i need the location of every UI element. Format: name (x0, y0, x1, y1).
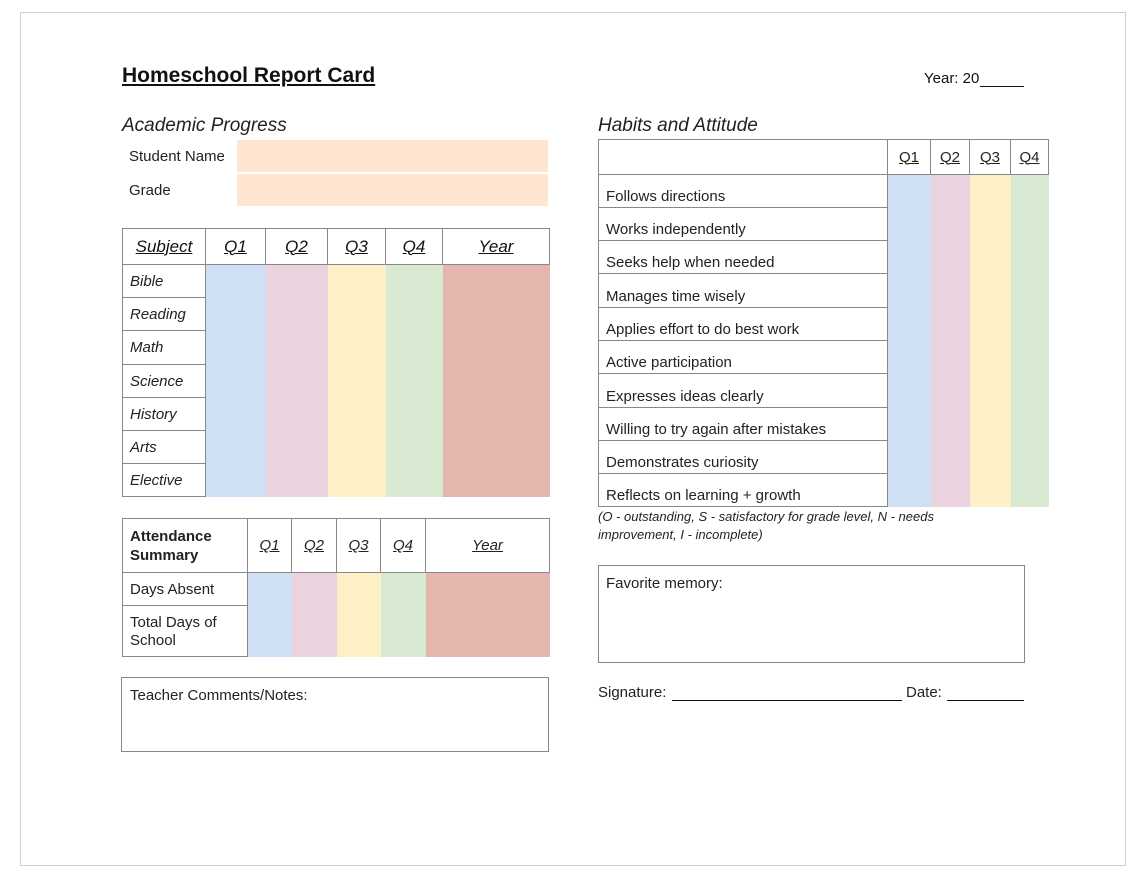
habit-label: Manages time wisely (599, 274, 888, 308)
habit-cell-q3[interactable] (970, 175, 1011, 208)
days-absent-label: Days Absent (123, 573, 248, 606)
grade-cell-q3[interactable] (328, 298, 386, 331)
att-cell-q1[interactable] (248, 573, 292, 606)
col-q3-header: Q3 (328, 229, 386, 265)
habit-cell-q2[interactable] (931, 241, 970, 274)
att-cell-year[interactable] (426, 573, 550, 606)
grade-cell-q4[interactable] (386, 331, 443, 365)
grade-cell-q1[interactable] (206, 365, 266, 398)
student-name-label: Student Name (129, 148, 225, 165)
subject-label: Math (123, 331, 206, 365)
att-cell-q3[interactable] (337, 606, 381, 657)
habit-cell-q3[interactable] (970, 408, 1011, 441)
year-blank-line (980, 86, 1024, 87)
grade-cell-year[interactable] (443, 464, 550, 497)
habit-cell-q1[interactable] (888, 408, 931, 441)
col-subject-header: Subject (123, 229, 206, 265)
habit-label: Active participation (599, 341, 888, 374)
att-cell-q1[interactable] (248, 606, 292, 657)
table-row (599, 274, 1049, 308)
grade-cell-q3[interactable] (328, 431, 386, 464)
grade-cell-q1[interactable] (206, 298, 266, 331)
habit-cell-q3[interactable] (970, 241, 1011, 274)
habit-label: Follows directions (599, 175, 888, 208)
habit-cell-q2[interactable] (931, 175, 970, 208)
habit-cell-q3[interactable] (970, 374, 1011, 408)
grade-cell-q2[interactable] (266, 431, 328, 464)
date-line[interactable] (947, 700, 1024, 701)
grade-cell-year[interactable] (443, 398, 550, 431)
grade-cell-q2[interactable] (266, 464, 328, 497)
habit-cell-q1[interactable] (888, 374, 931, 408)
subject-label: History (123, 398, 206, 431)
habit-cell-q4[interactable] (1011, 374, 1049, 408)
habit-cell-q2[interactable] (931, 308, 970, 341)
total-days-label: Total Days of School (123, 606, 248, 657)
teacher-comments-box[interactable] (121, 677, 549, 752)
habits-attitude-title: Habits and Attitude (598, 115, 758, 136)
habit-cell-q4[interactable] (1011, 274, 1049, 308)
habit-cell-q1[interactable] (888, 241, 931, 274)
table-row (123, 331, 550, 365)
academic-progress-title: Academic Progress (122, 115, 287, 136)
grade-cell-year[interactable] (443, 431, 550, 464)
habit-cell-q4[interactable] (1011, 308, 1049, 341)
grade-cell-q2[interactable] (266, 365, 328, 398)
table-row (599, 341, 1049, 374)
grade-cell-year[interactable] (443, 298, 550, 331)
habit-label: Reflects on learning + growth (599, 474, 888, 507)
habit-cell-q2[interactable] (931, 474, 970, 507)
habit-label: Expresses ideas clearly (599, 374, 888, 408)
hab-col-q3-header: Q3 (970, 140, 1011, 175)
grade-cell-q2[interactable] (266, 398, 328, 431)
att-col-year-header: Year (426, 519, 550, 573)
habit-cell-q1[interactable] (888, 441, 931, 474)
table-row (123, 606, 550, 657)
habit-label: Willing to try again after mistakes (599, 408, 888, 441)
att-cell-q4[interactable] (381, 573, 426, 606)
table-row (599, 441, 1049, 474)
student-name-field[interactable] (237, 140, 548, 172)
habit-cell-q1[interactable] (888, 474, 931, 507)
signature-line[interactable] (672, 700, 902, 701)
grade-cell-q1[interactable] (206, 398, 266, 431)
subject-label: Science (123, 365, 206, 398)
grade-cell-year[interactable] (443, 365, 550, 398)
habit-cell-q1[interactable] (888, 208, 931, 241)
grade-cell-q3[interactable] (328, 464, 386, 497)
grade-cell-q4[interactable] (386, 298, 443, 331)
subject-label: Bible (123, 265, 206, 298)
grade-cell-q2[interactable] (266, 298, 328, 331)
habit-cell-q4[interactable] (1011, 474, 1049, 507)
grade-cell-q4[interactable] (386, 431, 443, 464)
habit-label: Seeks help when needed (599, 241, 888, 274)
habit-cell-q3[interactable] (970, 274, 1011, 308)
hab-col-q4-header: Q4 (1011, 140, 1049, 175)
grade-cell-q2[interactable] (266, 331, 328, 365)
academic-header-row (123, 229, 550, 265)
habits-header-row (599, 140, 1049, 175)
table-row (123, 464, 550, 497)
table-row (599, 208, 1049, 241)
grade-cell-year[interactable] (443, 331, 550, 365)
table-row (599, 308, 1049, 341)
table-row (123, 265, 550, 298)
year-label: Year: 20 (924, 70, 980, 87)
grade-cell-q4[interactable] (386, 464, 443, 497)
subject-label: Arts (123, 431, 206, 464)
habit-cell-q4[interactable] (1011, 441, 1049, 474)
habit-cell-q1[interactable] (888, 308, 931, 341)
att-col-q1-header: Q1 (248, 519, 292, 573)
col-q4-header: Q4 (386, 229, 443, 265)
grade-cell-q1[interactable] (206, 464, 266, 497)
page-title: Homeschool Report Card (122, 64, 376, 87)
att-col-q3-header: Q3 (337, 519, 381, 573)
grade-cell-q1[interactable] (206, 331, 266, 365)
grade-cell-q4[interactable] (386, 398, 443, 431)
habit-cell-q2[interactable] (931, 208, 970, 241)
table-row (599, 175, 1049, 208)
col-q2-header: Q2 (266, 229, 328, 265)
habit-cell-q2[interactable] (931, 374, 970, 408)
grade-field[interactable] (237, 174, 548, 206)
grade-cell-q1[interactable] (206, 431, 266, 464)
table-row (123, 431, 550, 464)
habit-label: Applies effort to do best work (599, 308, 888, 341)
grade-cell-q3[interactable] (328, 331, 386, 365)
habit-cell-q3[interactable] (970, 474, 1011, 507)
grade-cell-q3[interactable] (328, 398, 386, 431)
att-col-q4-header: Q4 (381, 519, 426, 573)
table-row (123, 298, 550, 331)
table-row (123, 398, 550, 431)
grade-cell-q2[interactable] (266, 265, 328, 298)
table-row (599, 241, 1049, 274)
habit-cell-q3[interactable] (970, 208, 1011, 241)
hab-col-q2-header: Q2 (931, 140, 970, 175)
att-cell-year[interactable] (426, 606, 550, 657)
habit-cell-q4[interactable] (1011, 408, 1049, 441)
habit-cell-q2[interactable] (931, 441, 970, 474)
table-row (123, 573, 550, 606)
attendance-table (122, 518, 550, 657)
col-q1-header: Q1 (206, 229, 266, 265)
subject-label: Reading (123, 298, 206, 331)
subject-label: Elective (123, 464, 206, 497)
favorite-memory-label: Favorite memory: (606, 575, 723, 592)
habit-cell-q3[interactable] (970, 441, 1011, 474)
att-col-q2-header: Q2 (292, 519, 337, 573)
hab-col-q1-header: Q1 (888, 140, 931, 175)
grade-cell-q3[interactable] (328, 365, 386, 398)
teacher-comments-label: Teacher Comments/Notes: (130, 687, 308, 704)
habit-cell-q2[interactable] (931, 408, 970, 441)
att-cell-q4[interactable] (381, 606, 426, 657)
grading-legend: (O - outstanding, S - satisfactory for grade level, N - needs improvement, I - incomplete) (598, 509, 934, 542)
attendance-summary-header: Attendance Summary (123, 519, 248, 573)
grade-cell-year[interactable] (443, 265, 550, 298)
habits-table (598, 139, 1049, 507)
grade-cell-q4[interactable] (386, 365, 443, 398)
signature-label: Signature: (598, 684, 667, 701)
grade-cell-q1[interactable] (206, 265, 266, 298)
academic-table (122, 228, 550, 497)
att-cell-q2[interactable] (292, 606, 337, 657)
grade-label: Grade (129, 182, 171, 199)
table-row (123, 365, 550, 398)
date-label: Date: (906, 684, 942, 701)
attendance-header-row (123, 519, 550, 573)
table-row (599, 408, 1049, 441)
grade-cell-q4[interactable] (386, 265, 443, 298)
table-row (599, 374, 1049, 408)
habit-cell-q2[interactable] (931, 341, 970, 374)
habit-cell-q1[interactable] (888, 274, 931, 308)
habit-label: Demonstrates curiosity (599, 441, 888, 474)
col-year-header: Year (443, 229, 550, 265)
grade-cell-q3[interactable] (328, 265, 386, 298)
habit-cell-q4[interactable] (1011, 241, 1049, 274)
habit-cell-q3[interactable] (970, 308, 1011, 341)
habit-cell-q1[interactable] (888, 341, 931, 374)
habit-cell-q4[interactable] (1011, 175, 1049, 208)
habit-cell-q3[interactable] (970, 341, 1011, 374)
att-cell-q2[interactable] (292, 573, 337, 606)
habit-cell-q1[interactable] (888, 175, 931, 208)
att-cell-q3[interactable] (337, 573, 381, 606)
favorite-memory-box[interactable] (598, 565, 1025, 663)
habit-cell-q4[interactable] (1011, 341, 1049, 374)
habits-header-blank (599, 140, 888, 175)
table-row (599, 474, 1049, 507)
habit-label: Works independently (599, 208, 888, 241)
habit-cell-q2[interactable] (931, 274, 970, 308)
habit-cell-q4[interactable] (1011, 208, 1049, 241)
